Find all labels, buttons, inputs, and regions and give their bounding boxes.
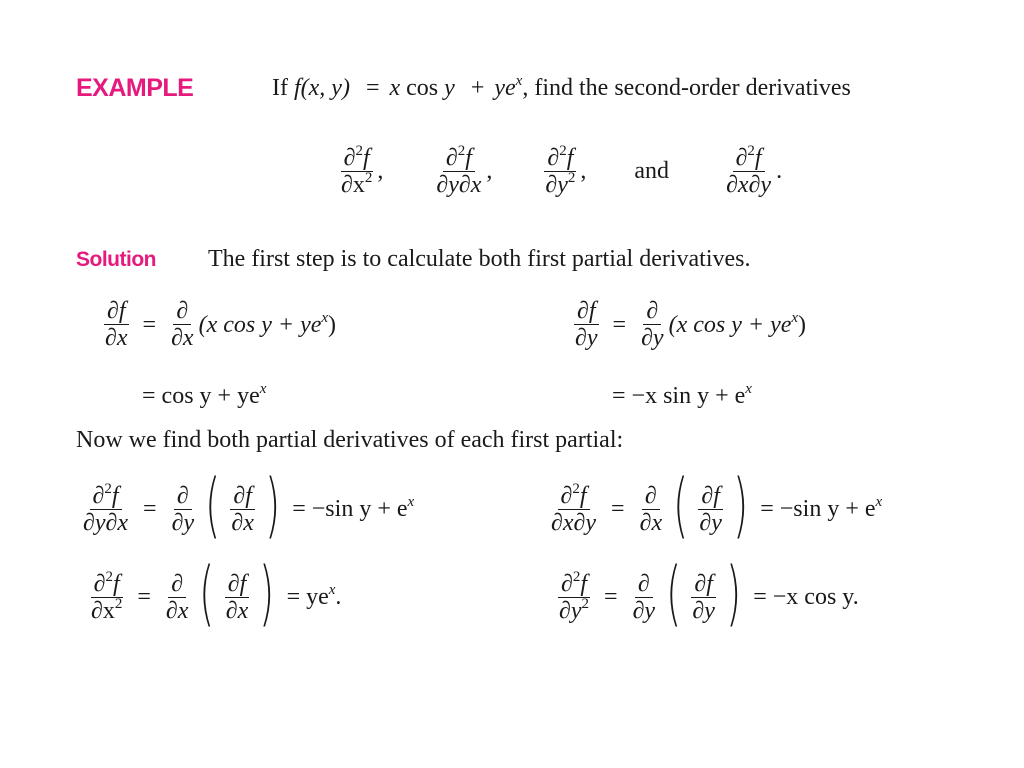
function-ye: ye bbox=[494, 75, 516, 101]
function-lhs: f(x, y) bbox=[293, 75, 350, 101]
fx-equation: $\frac{\partial f}{\partial x}$ = $\frac{\partial}{\partial x}$ (x $\cos y + ye^x$) bbox=[105, 298, 337, 351]
solution-intro: The first step is to calculate both first partial derivatives. bbox=[208, 246, 751, 272]
function-y: y bbox=[444, 75, 455, 101]
and-word: and bbox=[634, 158, 670, 184]
fy-equation: $\frac{\partial f}{\partial y}$ = $\frac{\partial}{\partial y}$ (x $\cos y + ye^x$) bbox=[575, 298, 807, 351]
d2f-dydx-fraction: $\frac{\partial^2f}{\partial y\partial x}$ bbox=[436, 142, 482, 198]
function-x: x bbox=[389, 75, 401, 101]
fx-expression: (x cos y + ye bbox=[198, 311, 322, 338]
function-exp: x bbox=[515, 73, 523, 89]
fxx-equation: $\frac{\partial^2f}{\partial x^2}$ = $\frac{\partial}{\partial x}$ ( $\frac{\partial f}{\partial x}$ ) = $ye^x$. bbox=[91, 552, 342, 634]
example-label: EXAMPLE bbox=[76, 74, 194, 102]
equals-sign: = bbox=[365, 75, 380, 101]
fyy-equation: $\frac{\partial^2f}{\partial y^2}$ = $\frac{\partial}{\partial y}$ ( $\frac{\partial f}{\partial y}$ ) = −x cos y. bbox=[559, 552, 859, 634]
if-word: If bbox=[272, 75, 288, 101]
fyx-equation: $\frac{\partial^2f}{\partial x\partial y}$ = $\frac{\partial}{\partial x}$ ( $\frac{\partial f}{\partial y}$ ) = −sin $y + e^x$ bbox=[551, 464, 883, 546]
statement-rest: , find the second-order derivatives bbox=[522, 75, 851, 101]
cos-word: cos bbox=[406, 75, 439, 101]
d2f-dxdy-fraction: $\frac{\partial^2f}{\partial x\partial y}$ bbox=[726, 142, 772, 198]
example-statement bbox=[272, 73, 851, 101]
fy-result: = −x $\sin y + e^x$ bbox=[612, 381, 752, 409]
derivatives-list: $\frac{\partial^2f}{\partial x^2}$ , $\frac{\partial^2f}{\partial y\partial x}$ , $\frac{\partial^2f}{\partial y^2}$ , and $\frac{\partial^2f}{\partial x\partial y}$ . bbox=[336, 136, 782, 206]
fxy-equation: $\frac{\partial^2f}{\partial y\partial x}$ = $\frac{\partial}{\partial y}$ ( $\frac{\partial f}{\partial x}$ ) = −sin $y + e^x$ bbox=[83, 464, 415, 546]
plus-sign: + bbox=[470, 75, 485, 101]
fx-result: = $\cos y + ye^x$ bbox=[142, 381, 267, 409]
solution-transition: Now we find both partial derivatives of each first partial: bbox=[76, 427, 624, 453]
d2f-dy2-fraction: $\frac{\partial^2f}{\partial y^2}$ bbox=[545, 142, 576, 198]
d2f-dx2-fraction: $\frac{\partial^2f}{\partial x^2}$ bbox=[341, 142, 373, 198]
solution-label: Solution bbox=[76, 248, 156, 271]
